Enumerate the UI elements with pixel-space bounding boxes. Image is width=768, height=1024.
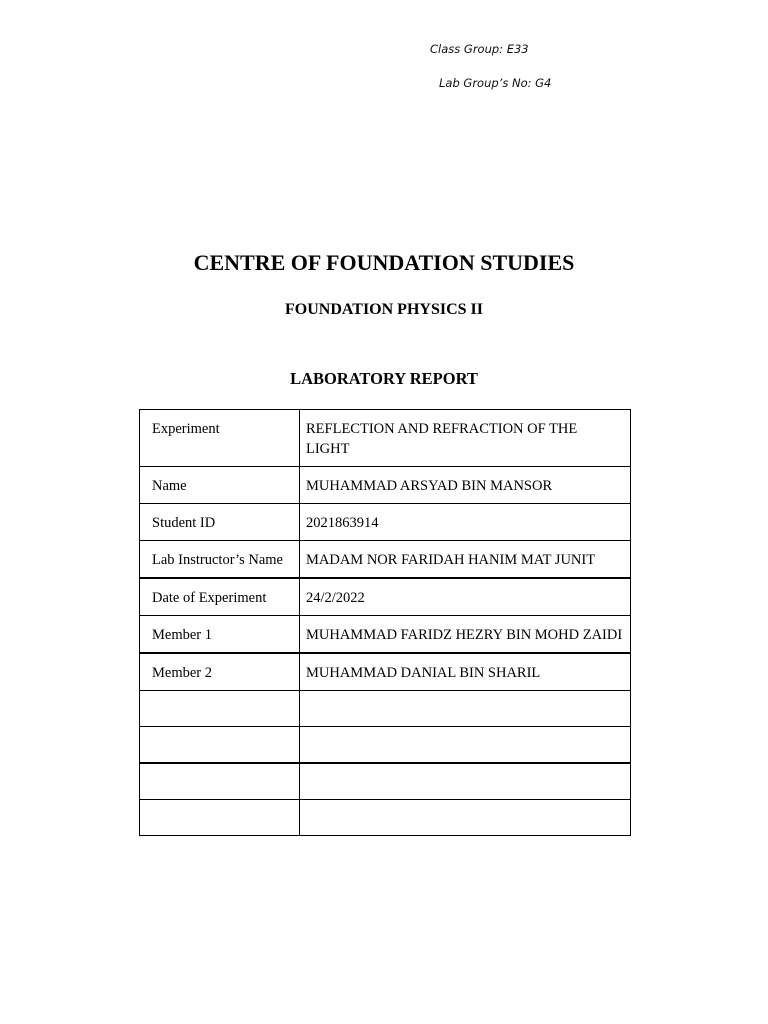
table-row	[140, 653, 631, 691]
row-value	[300, 727, 631, 764]
report-title: LABORATORY REPORT	[290, 369, 478, 388]
class-group-text: Class Group: E33	[430, 42, 529, 56]
row-label	[140, 763, 300, 800]
row-value: MUHAMMAD ARSYAD BIN MANSOR	[300, 467, 631, 504]
row-value: 2021863914	[300, 504, 631, 541]
table-row-empty	[140, 800, 631, 836]
row-label: Lab Instructor’s Name	[140, 541, 300, 579]
table-row	[140, 578, 631, 616]
table-row-empty	[140, 691, 631, 727]
table-row	[140, 410, 631, 467]
row-label	[140, 691, 300, 727]
centre-title: CENTRE OF FOUNDATION STUDIES	[193, 250, 575, 275]
row-value: REFLECTION AND REFRACTION OF THE LIGHT	[300, 410, 631, 467]
row-label: Experiment	[140, 410, 300, 467]
table-row	[140, 467, 631, 504]
row-label: Member 1	[140, 616, 300, 654]
lab-group-text: Lab Group’s No: G4	[439, 76, 552, 90]
row-value	[300, 763, 631, 800]
table-row	[140, 541, 631, 579]
table-row-empty	[140, 727, 631, 764]
row-label: Member 2	[140, 653, 300, 691]
report-info-table	[139, 409, 631, 836]
row-value: 24/2/2022	[300, 578, 631, 616]
row-value: MUHAMMAD DANIAL BIN SHARIL	[300, 653, 631, 691]
row-value	[300, 800, 631, 836]
row-value: MUHAMMAD FARIDZ HEZRY BIN MOHD ZAIDI	[300, 616, 631, 654]
row-label: Name	[140, 467, 300, 504]
row-label	[140, 800, 300, 836]
row-label: Student ID	[140, 504, 300, 541]
table-row	[140, 504, 631, 541]
table-row	[140, 616, 631, 654]
table-row-empty	[140, 763, 631, 800]
row-value	[300, 691, 631, 727]
row-label	[140, 727, 300, 764]
row-label: Date of Experiment	[140, 578, 300, 616]
row-value: MADAM NOR FARIDAH HANIM MAT JUNIT	[300, 541, 631, 579]
course-title: FOUNDATION PHYSICS II	[285, 301, 483, 318]
